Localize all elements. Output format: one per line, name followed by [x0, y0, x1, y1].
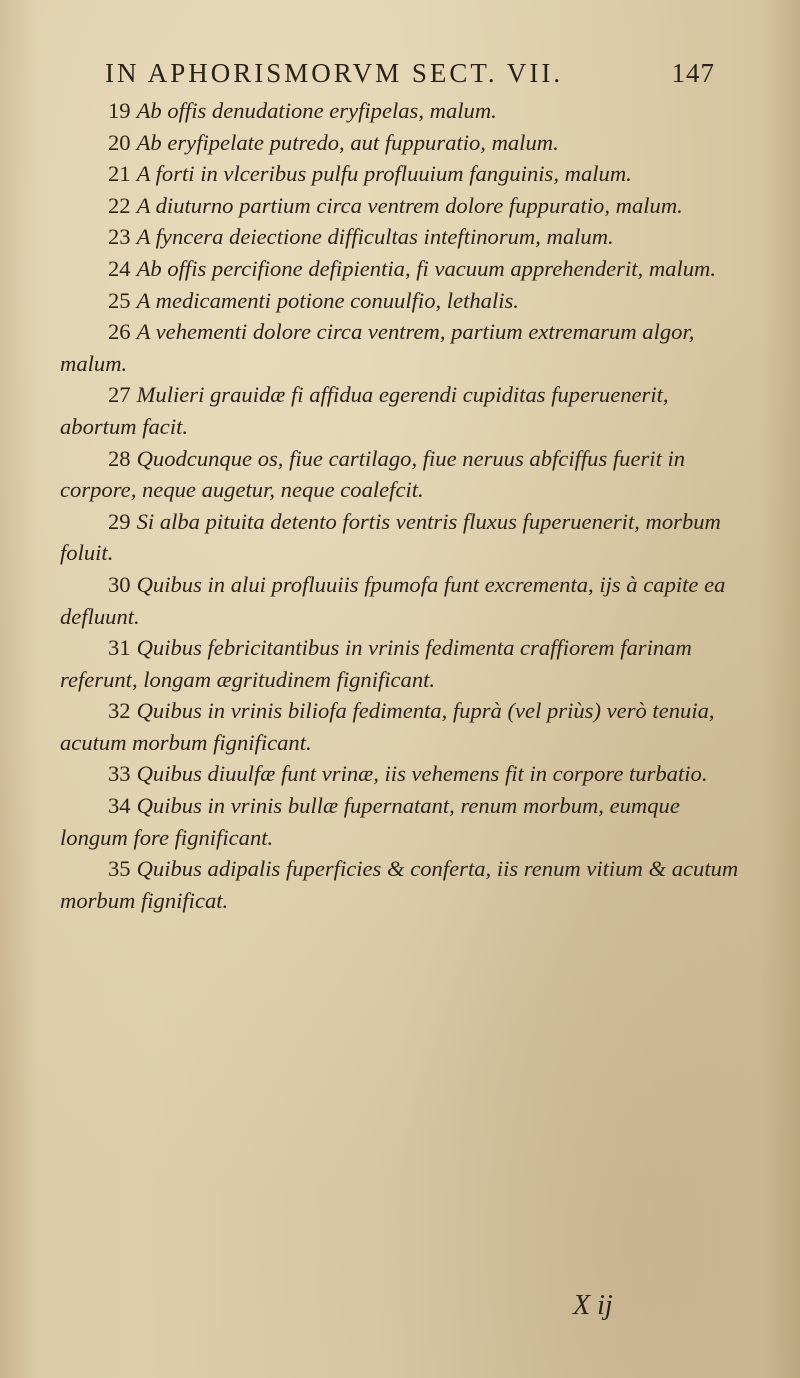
aphorism [60, 506, 740, 569]
aphorism [60, 790, 740, 853]
aphorism [60, 853, 740, 916]
aphorism-text: Ab offis percifione defipientia, fi vacuum apprehenderit, malum. [136, 255, 716, 281]
aphorism-number: 22 [108, 192, 131, 218]
aphorism-text: A vehementi dolore circa ventrem, partium extremarum algor, malum. [60, 319, 695, 376]
aphorism-text: A fyncera deiectione difficultas inteftinorum, malum. [136, 224, 614, 250]
aphorism-text: Quibus adipalis fuperficies & conferta, iis renum vitium & acutum morbum fignificat. [60, 856, 739, 913]
aphorism [60, 379, 740, 442]
aphorism-text: Quibus febricitantibus in vrinis fedimenta craffiorem farinam referunt, longam ægritudinem fignificant. [60, 635, 692, 692]
aphorism [60, 158, 740, 190]
aphorism-number: 31 [108, 635, 131, 661]
signature-mark: X ij [573, 1290, 613, 1321]
aphorism-text: A diuturno partium circa ventrem dolore fuppuratio, malum. [136, 192, 683, 218]
aphorism [60, 190, 740, 222]
aphorism-number: 30 [108, 571, 131, 597]
aphorism [60, 569, 740, 632]
aphorism-text: Si alba pituita detento fortis ventris fluxus fuperuenerit, morbum foluit. [60, 508, 721, 566]
aphorism [60, 95, 740, 127]
aphorism-number: 28 [108, 445, 131, 471]
page-number: 147 [671, 58, 715, 88]
aphorism-number: 35 [108, 856, 131, 882]
aphorism-text: Quodcunque os, fiue cartilago, fiue neruus abfciffus fuerit in corpore, neque augetur, neque coalefcit. [60, 445, 686, 503]
aphorism-text: Mulieri grauidæ fi affidua egerendi cupiditas fuperuenerit, abortum facit. [60, 382, 669, 439]
aphorism [60, 127, 740, 159]
aphorism-number: 20 [108, 129, 131, 155]
aphorism-number: 19 [108, 98, 131, 123]
aphorism-number: 23 [108, 224, 131, 250]
aphorism-number: 21 [108, 161, 131, 187]
aphorism-text: Ab eryfipelate putredo, aut fuppuratio, malum. [136, 129, 559, 155]
aphorism-text: A medicamenti potione conuulfio, lethalis. [136, 287, 519, 313]
aphorism-number: 27 [108, 382, 131, 408]
aphorism [60, 695, 740, 758]
running-header [105, 58, 715, 89]
aphorism-number: 26 [108, 319, 131, 345]
aphorism-text: Quibus in vrinis bullæ fupernatant, renum morbum, eumque longum fore fignificant. [60, 793, 680, 850]
aphorism-text: Quibus in alui profluuiis fpumofa funt excrementa, ijs à capite ea defluunt. [60, 571, 726, 629]
aphorism [60, 285, 740, 317]
aphorism-number: 33 [108, 761, 131, 787]
aphorism [60, 316, 740, 379]
aphorism-text: A forti in vlceribus pulfu profluuium fanguinis, malum. [136, 161, 632, 187]
aphorism-text: Ab offis denudatione eryfipelas, malum. [136, 98, 497, 123]
aphorism-text: Quibus in vrinis biliofa fedimenta, fuprà (vel priùs) verò tenuia, acutum morbum fignificant. [60, 698, 715, 755]
aphorism-text: Quibus diuulfæ funt vrinæ, iis vehemens fit in corpore turbatio. [136, 761, 708, 787]
aphorism-number: 25 [108, 287, 131, 313]
aphorism-number: 29 [108, 508, 131, 534]
aphorism-list [60, 95, 740, 916]
aphorism-number: 24 [108, 255, 131, 281]
aphorism [60, 253, 740, 285]
aphorism-number: 32 [108, 698, 131, 724]
aphorism [60, 758, 740, 790]
running-title: IN APHORISMORVM SECT. VII. [105, 58, 564, 88]
aphorism [60, 443, 740, 506]
aphorism [60, 632, 740, 695]
aphorism [60, 221, 740, 253]
aphorism-number: 34 [108, 793, 131, 819]
